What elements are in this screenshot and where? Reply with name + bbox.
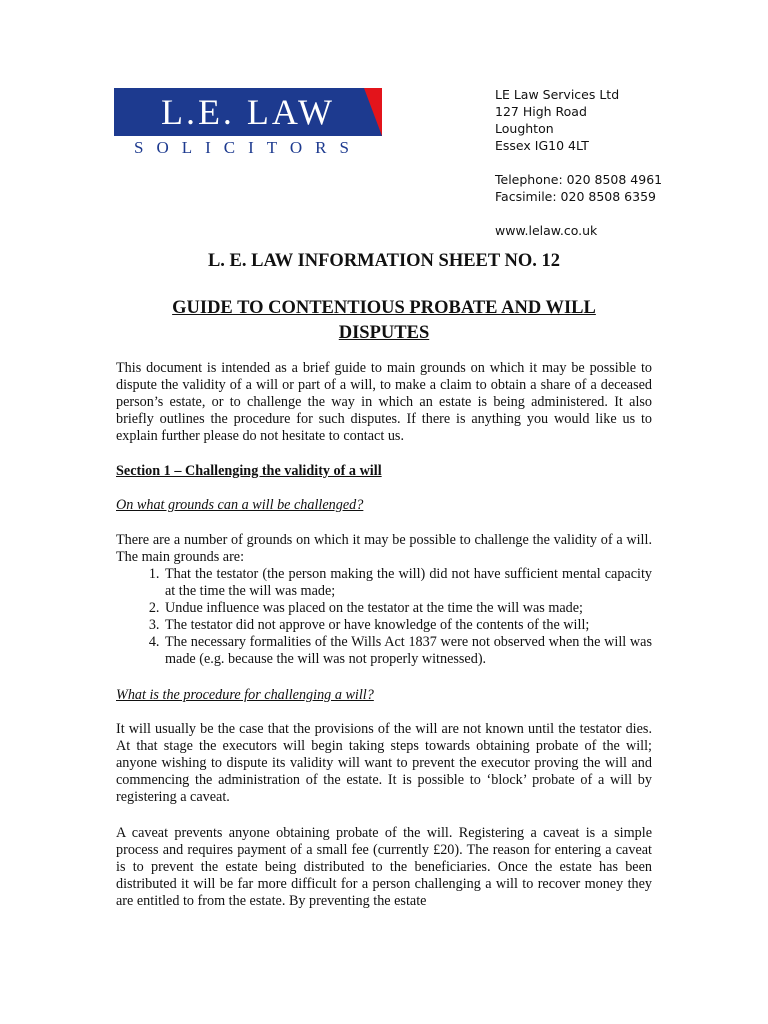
guide-title: GUIDE TO CONTENTIOUS PROBATE AND WILL DISPUTES	[172, 298, 596, 343]
address-town: Loughton	[495, 121, 554, 136]
facsimile: Facsimile: 020 8508 6359	[495, 189, 656, 204]
address-postcode: Essex IG10 4LT	[495, 138, 589, 153]
grounds-intro: There are a number of grounds on which it may be possible to challenge the validity of a will. The main grounds are:	[116, 532, 652, 565]
intro-paragraph: This document is intended as a brief guide to main grounds on which it may be possible to dispute the validity of a will or part of a will, to make a claim to obtain a share of a deceased person’s estate, or to challenge the way in which an estate is being administered. It also briefly outlines the procedure for such disputes. If there is anything you would like us to explain further please do not hesitate to contact us.	[116, 360, 652, 444]
question-grounds: On what grounds can a will be challenged?	[116, 497, 364, 513]
logo-name: L.E. LAW	[160, 92, 336, 132]
telephone: Telephone: 020 8508 4961	[495, 172, 663, 187]
grounds-block	[116, 532, 652, 668]
section-1-heading: Section 1 – Challenging the validity of a will	[116, 463, 382, 479]
grounds-list	[116, 566, 652, 668]
sheet-title: L. E. LAW INFORMATION SHEET NO. 12	[207, 251, 561, 271]
list-item: 1. That the testator (the person making the will) did not have sufficient mental capacity at the time the will was made;	[163, 566, 652, 600]
list-item: 2. Undue influence was placed on the testator at the time the will was made;	[163, 600, 652, 617]
logo-banner	[114, 88, 382, 136]
address-street: 127 High Road	[495, 104, 587, 119]
website-link[interactable]: www.lelaw.co.uk	[495, 223, 598, 238]
procedure-paragraph-2: A caveat prevents anyone obtaining probate of the will. Registering a caveat is a simple process and requires payment of a small fee (currently £20). The reason for entering a caveat is to prevent the estate being distributed to the beneficiaries. Once the estate has been distributed it will be far more difficult for a person challenging a will to recover money they are entitled to from the estate. By preventing the estate	[116, 825, 652, 909]
list-item: 3. The testator did not approve or have knowledge of the contents of the will;	[163, 617, 652, 634]
logo-subtitle: SOLICITORS	[134, 138, 362, 157]
firm-logo	[114, 88, 384, 160]
company-name: LE Law Services Ltd	[495, 87, 620, 102]
firm-address-block	[495, 86, 662, 239]
procedure-paragraph-1: It will usually be the case that the provisions of the will are not known until the testator dies. At that stage the executors will begin taking steps towards obtaining probate of the will; anyone wishing to dispute its validity will want to prevent the executor proving the will and commencing the administration of the estate. It is possible to ‘block’ probate of a will by registering a caveat.	[116, 721, 652, 805]
question-procedure: What is the procedure for challenging a will?	[116, 687, 374, 703]
list-item: 4. The necessary formalities of the Wills Act 1837 were not observed when the will was made (e.g. because the will was not properly witnessed).	[163, 634, 652, 668]
